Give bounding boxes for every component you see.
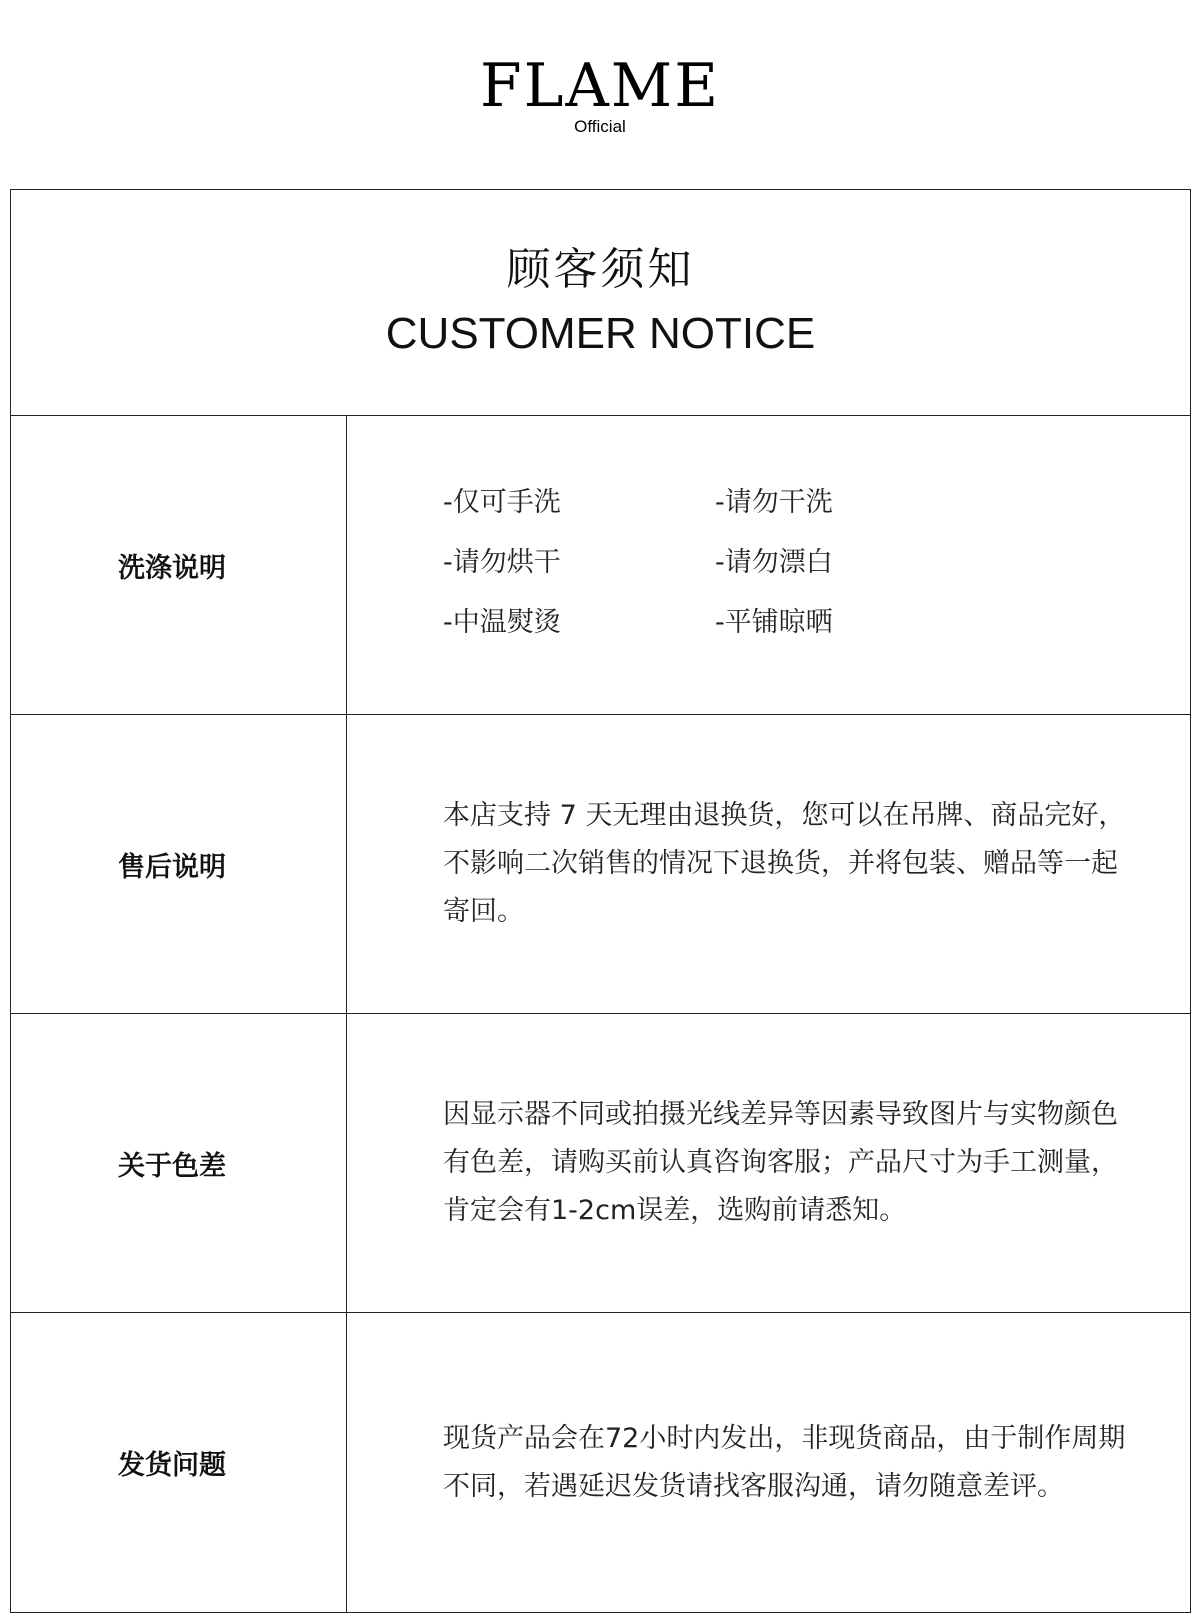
shipping-text: 现货产品会在72小时内发出，非现货商品，由于制作周期不同，若遇延迟发货请找客服沟通，请勿随意差评。 [443,1422,1126,1502]
shipping-content [347,1313,1190,1612]
brand-subtitle: Official [574,117,626,136]
brand-header [0,52,1200,137]
care-item: -平铺晾晒 [715,607,833,638]
notice-title-zh: 顾客须知 [506,244,695,295]
shipping-label: 发货问题 [11,1313,347,1612]
after-sales-content [347,715,1190,1013]
color-diff-text: 因显示器不同或拍摄光线差异等因素导致图片与实物颜色有色差，请购买前认真咨询客服；产品尺寸为手工测量，肯定会有1-2cm误差，选购前请悉知。 [443,1099,1118,1226]
after-sales-row [11,715,1190,1014]
care-item: -请勿漂白 [715,547,833,578]
washing-row [11,416,1190,715]
washing-content [347,416,1190,714]
notice-title-en: CUSTOMER NOTICE [385,309,816,358]
color-diff-label: 关于色差 [11,1014,347,1312]
washing-label: 洗涤说明 [11,416,347,714]
after-sales-label: 售后说明 [11,715,347,1013]
customer-notice-table [10,189,1191,1613]
brand-logo: FLAME [479,51,721,121]
care-item: -请勿干洗 [715,487,833,518]
care-instructions-grid [443,479,915,647]
care-item: -中温熨烫 [443,607,561,638]
notice-title-cell [11,190,1190,416]
color-diff-content [347,1014,1190,1312]
color-diff-row [11,1014,1190,1313]
care-item: -请勿烘干 [443,547,561,578]
shipping-row [11,1313,1190,1612]
after-sales-text: 本店支持 7 天无理由退换货，您可以在吊牌、商品完好，不影响二次销售的情况下退换货，并将包装、赠品等一起寄回。 [443,800,1126,927]
care-item: -仅可手洗 [443,487,561,518]
